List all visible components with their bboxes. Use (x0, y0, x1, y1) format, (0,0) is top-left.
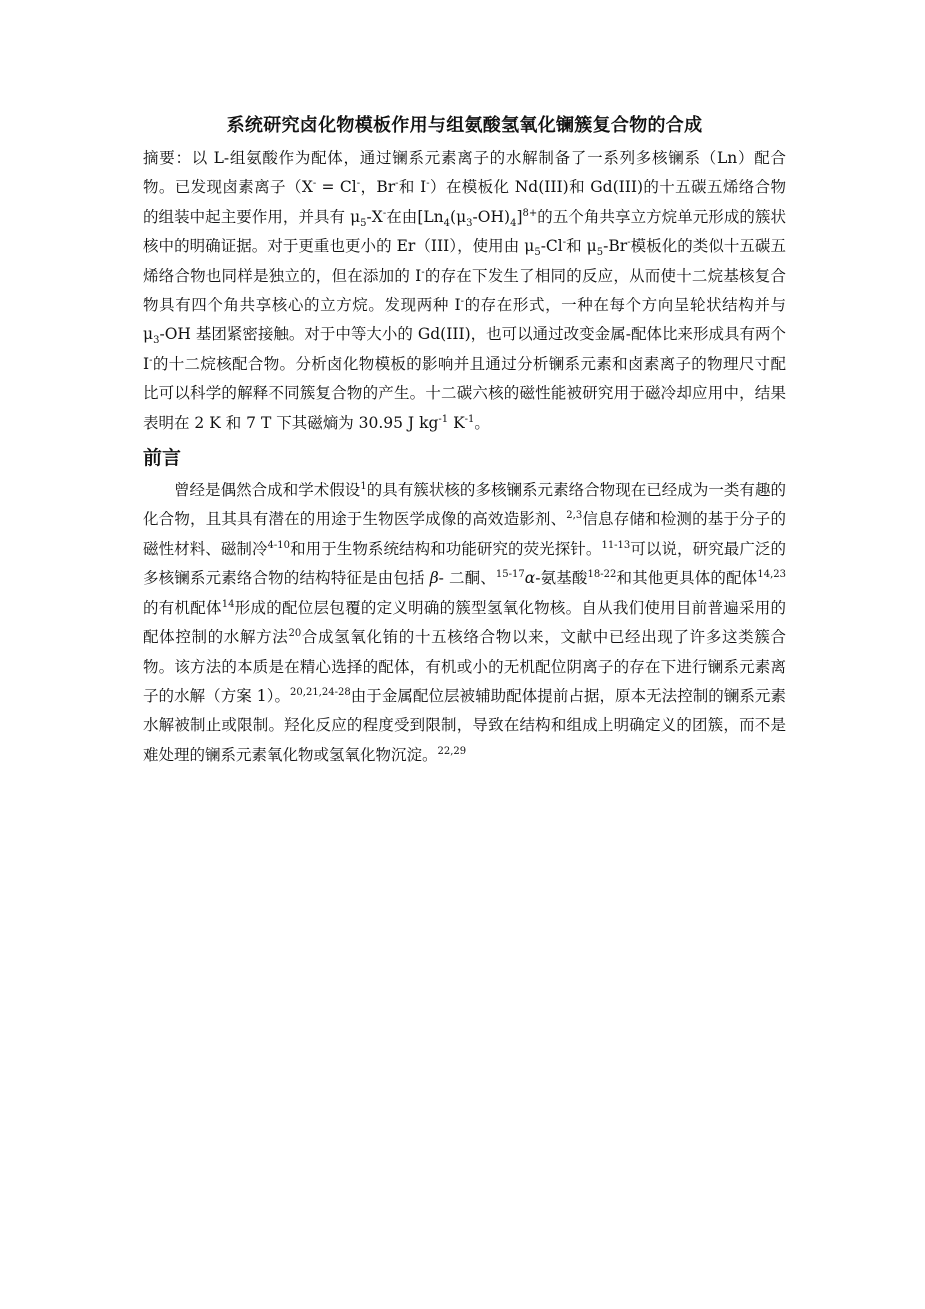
text-run: 和其他更具体的配体 (616, 569, 758, 588)
text-run: K (448, 413, 465, 432)
text-run: 摘要：以 L-组氨酸作为配体，通过镧系元素离子的水解制备了一系列多核镧系（Ln）配合物。已发现卤素离子（X (143, 149, 786, 197)
text-run: 由于金属配位层被辅助配体提前占据，原本无法控制的镧系元素水解被制止或限制。羟化反应的程度受到限制，导致在结构和组成上明确定义的团簇，而不是难处理的镧系元素氧化物或氢氧化物沉淀。 (143, 686, 786, 764)
italic-text: β (429, 569, 439, 588)
text-run: 在由[Ln (386, 207, 444, 226)
subscript: 4 (510, 217, 517, 229)
superscript: 15-17 (495, 569, 525, 581)
text-run: 。 (474, 413, 490, 432)
text-run: ）在模板化 Nd(III)和 Gd(III)的十五碳五烯络合物的组装中起主要作用，并具有 μ (143, 178, 786, 226)
document-title: 系统研究卤化物模板作用与组氨酸氢氧化镧簇复合物的合成 (226, 115, 703, 136)
superscript: - (562, 237, 567, 249)
text-run: 的十二烷核配合物。分析卤化物模板的影响并且通过分析镧系元素和卤素离子的物理尺寸配比可以科学的解释不同簇复合物的产生。十二碳六核的磁性能被研究用于磁冷却应用中，结果表明在 2 K 和 7 T 下其磁熵为 30.95 J kg (143, 354, 786, 432)
superscript: 14,23 (757, 569, 786, 581)
superscript: 20,21,24-28 (290, 686, 351, 698)
text-run: 合成氢氧化铕的十五核络合物以来，文献中已经出现了许多这类簇合物。该方法的本质是在精心选择的配体，有机或小的无机配位阴离子的存在下进行镧系元素离子的水解（方案 1）。 (143, 628, 786, 705)
subscript: 3 (153, 335, 160, 347)
superscript: 18-22 (587, 569, 617, 581)
text-run: ，Br (360, 178, 396, 197)
superscript: 1 (360, 480, 367, 492)
text-run: 形成的配位层包覆的定义明确的簇型氢氧化物核。自从我们使用目前普遍采用的配体控制的水解方法 (143, 598, 786, 647)
text-run: ] (516, 207, 523, 226)
superscript: - (627, 237, 631, 249)
introduction-paragraph (143, 476, 786, 770)
text-run: 的存在形式，一种在每个方向呈轮状结构并与 μ (143, 296, 786, 344)
subscript: 5 (534, 247, 541, 259)
superscript: - (149, 354, 153, 366)
text-run: = Cl (316, 178, 357, 197)
superscript: 4-10 (267, 539, 291, 551)
superscript: - (426, 178, 430, 190)
text-run: 可以说，研究最广泛的多核镧系元素络合物的结构特征是由包括 (143, 539, 786, 588)
text-run: 曾经是偶然合成和学术假设 (174, 481, 361, 500)
text-run: (μ (450, 207, 467, 226)
italic-text: α (524, 569, 536, 588)
text-run: 信息存储和检测的基于分子的磁性材料、磁制冷 (143, 510, 786, 558)
subscript: 5 (360, 217, 367, 229)
superscript: - (395, 178, 399, 190)
text-run: 模板化的类似十五碳五烯络合物也同样是独立的，但在添加的 I (143, 237, 786, 285)
text-run: -OH) (472, 207, 511, 226)
superscript: 22,29 (437, 745, 467, 757)
text-run: 的具有簇状核的多核镧系元素络合物现在已经成为一类有趣的化合物，且其具有潜在的用途于生物医学成像的高效造影剂、 (143, 481, 786, 529)
subscript: 5 (596, 247, 604, 259)
superscript: - (421, 266, 425, 278)
text-run: -OH 基团紧密接触。对于中等大小的 Gd(III)，也可以通过改变金属-配体比来形成具有两个 I (143, 325, 786, 373)
text-run: 的有机配体 (143, 598, 222, 617)
text-run: -X (366, 207, 383, 226)
superscript: 20 (288, 627, 302, 639)
text-run: 和用于生物系统结构和功能研究的荧光探针。 (290, 539, 602, 558)
superscript: -1 (438, 413, 449, 425)
abstract-paragraph (143, 144, 786, 438)
superscript: 8+ (522, 207, 538, 219)
text-run: 和 I (398, 178, 427, 197)
document-page (143, 112, 786, 770)
superscript: 14 (221, 598, 235, 610)
superscript: - (382, 207, 387, 219)
text-run: -氨基酸 (535, 569, 588, 588)
text-run: 的存在下发生了相同的反应，从而使十二烷基核复合物具有四个角共享核心的立方烷。发现两种 I (143, 266, 786, 315)
section-heading-introduction: 前言 (143, 447, 182, 470)
superscript: 2,3 (566, 510, 583, 522)
text-run: 和 μ (566, 237, 597, 256)
superscript: 11-13 (601, 539, 631, 551)
superscript: - (312, 178, 317, 190)
superscript: - (460, 295, 464, 307)
text-run: 的五个角共享立方烷单元形成的簇状核中的明确证据。对于更重也更小的 Er（III），使用由 μ (143, 207, 786, 256)
superscript: - (356, 178, 361, 190)
superscript: -1 (464, 413, 475, 425)
subscript: 3 (466, 217, 473, 229)
subscript: 4 (443, 217, 451, 229)
text-run: - 二酮、 (438, 569, 496, 588)
text-run: -Br (603, 237, 628, 256)
text-run: -Cl (540, 237, 563, 256)
